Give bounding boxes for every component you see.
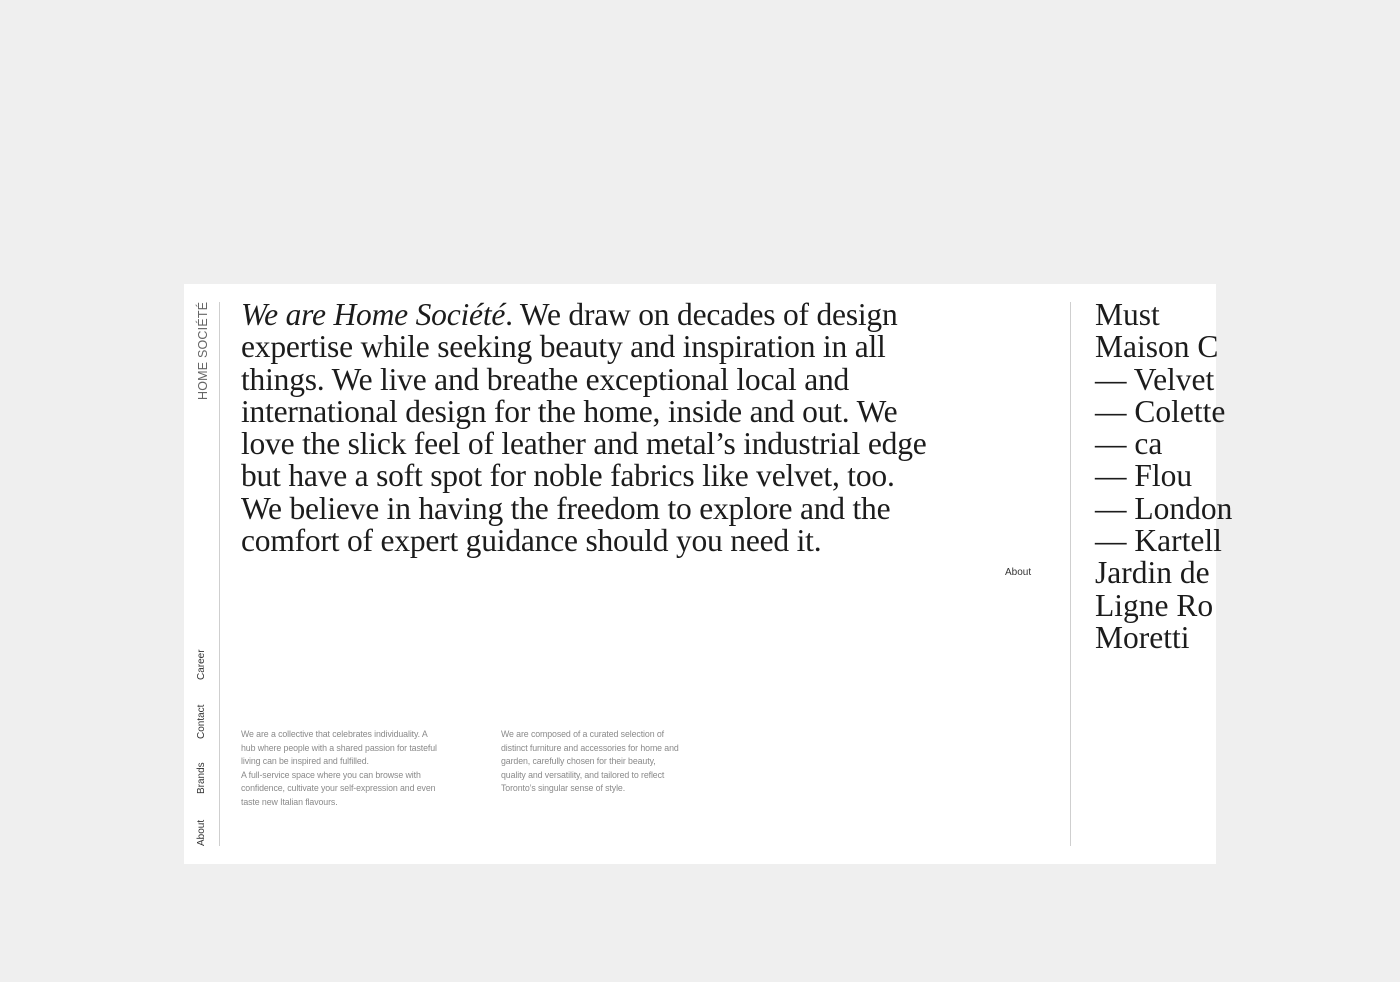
brand-logo-vertical[interactable]: HOME SOCIÉTÉ	[196, 301, 210, 400]
brand-item[interactable]: — London	[1095, 490, 1233, 526]
nav-career[interactable]: Career	[196, 649, 207, 680]
brand-item[interactable]: — Flou	[1095, 458, 1193, 494]
intro-paragraph: A full-service space where you can browse with confidence, cultivate your self-expression and even taste new Italian flavours.	[241, 769, 436, 807]
intro-paragraph: We are composed of a curated selection of distinct furniture and accessories for home and garden, carefully chosen for their beauty, quality and versatility, and tailored to reflect Toronto’s singular sense of style.	[501, 729, 679, 793]
brand-item[interactable]: — Velvet	[1095, 361, 1215, 397]
brand-item[interactable]: Ligne Ro	[1095, 587, 1214, 623]
hero-lead: We are Home Société	[241, 297, 506, 332]
brand-item[interactable]: — Kartell	[1095, 523, 1222, 559]
intro-column-1	[241, 728, 437, 809]
brand-item[interactable]: Must	[1095, 297, 1160, 332]
right-divider	[1070, 302, 1071, 846]
hero-text: . We draw on decades of design expertise while seeking beauty and inspiration in all things. We live and breathe exceptional local and international design for the home, inside and out. We love the slick feel of leather and metal’s industrial edge but have a soft spot for noble fabrics like velvet, too. We believe in having the freedom to explore and the comfort of expert guidance should you need it.	[241, 297, 927, 559]
brand-item[interactable]: Maison C	[1095, 329, 1219, 365]
content-panel	[184, 284, 1233, 864]
hero-statement	[241, 299, 931, 557]
brand-item[interactable]: — ca	[1095, 426, 1163, 462]
brand-item[interactable]: Moretti	[1095, 619, 1190, 655]
intro-column-2	[501, 728, 681, 796]
about-link[interactable]: About	[1005, 567, 1032, 578]
brand-list	[1095, 299, 1232, 654]
brand-item[interactable]: — Colette	[1095, 393, 1226, 429]
nav-contact[interactable]: Contact	[196, 704, 207, 739]
nav-about[interactable]: About	[196, 819, 207, 846]
brand-item[interactable]: Jardin de	[1095, 555, 1210, 591]
nav-brands[interactable]: Brands	[196, 762, 207, 794]
intro-paragraph: We are a collective that celebrates individuality. A hub where people with a shared passion for tasteful living can be inspired and fulfilled.	[241, 729, 437, 766]
left-divider	[219, 302, 220, 846]
